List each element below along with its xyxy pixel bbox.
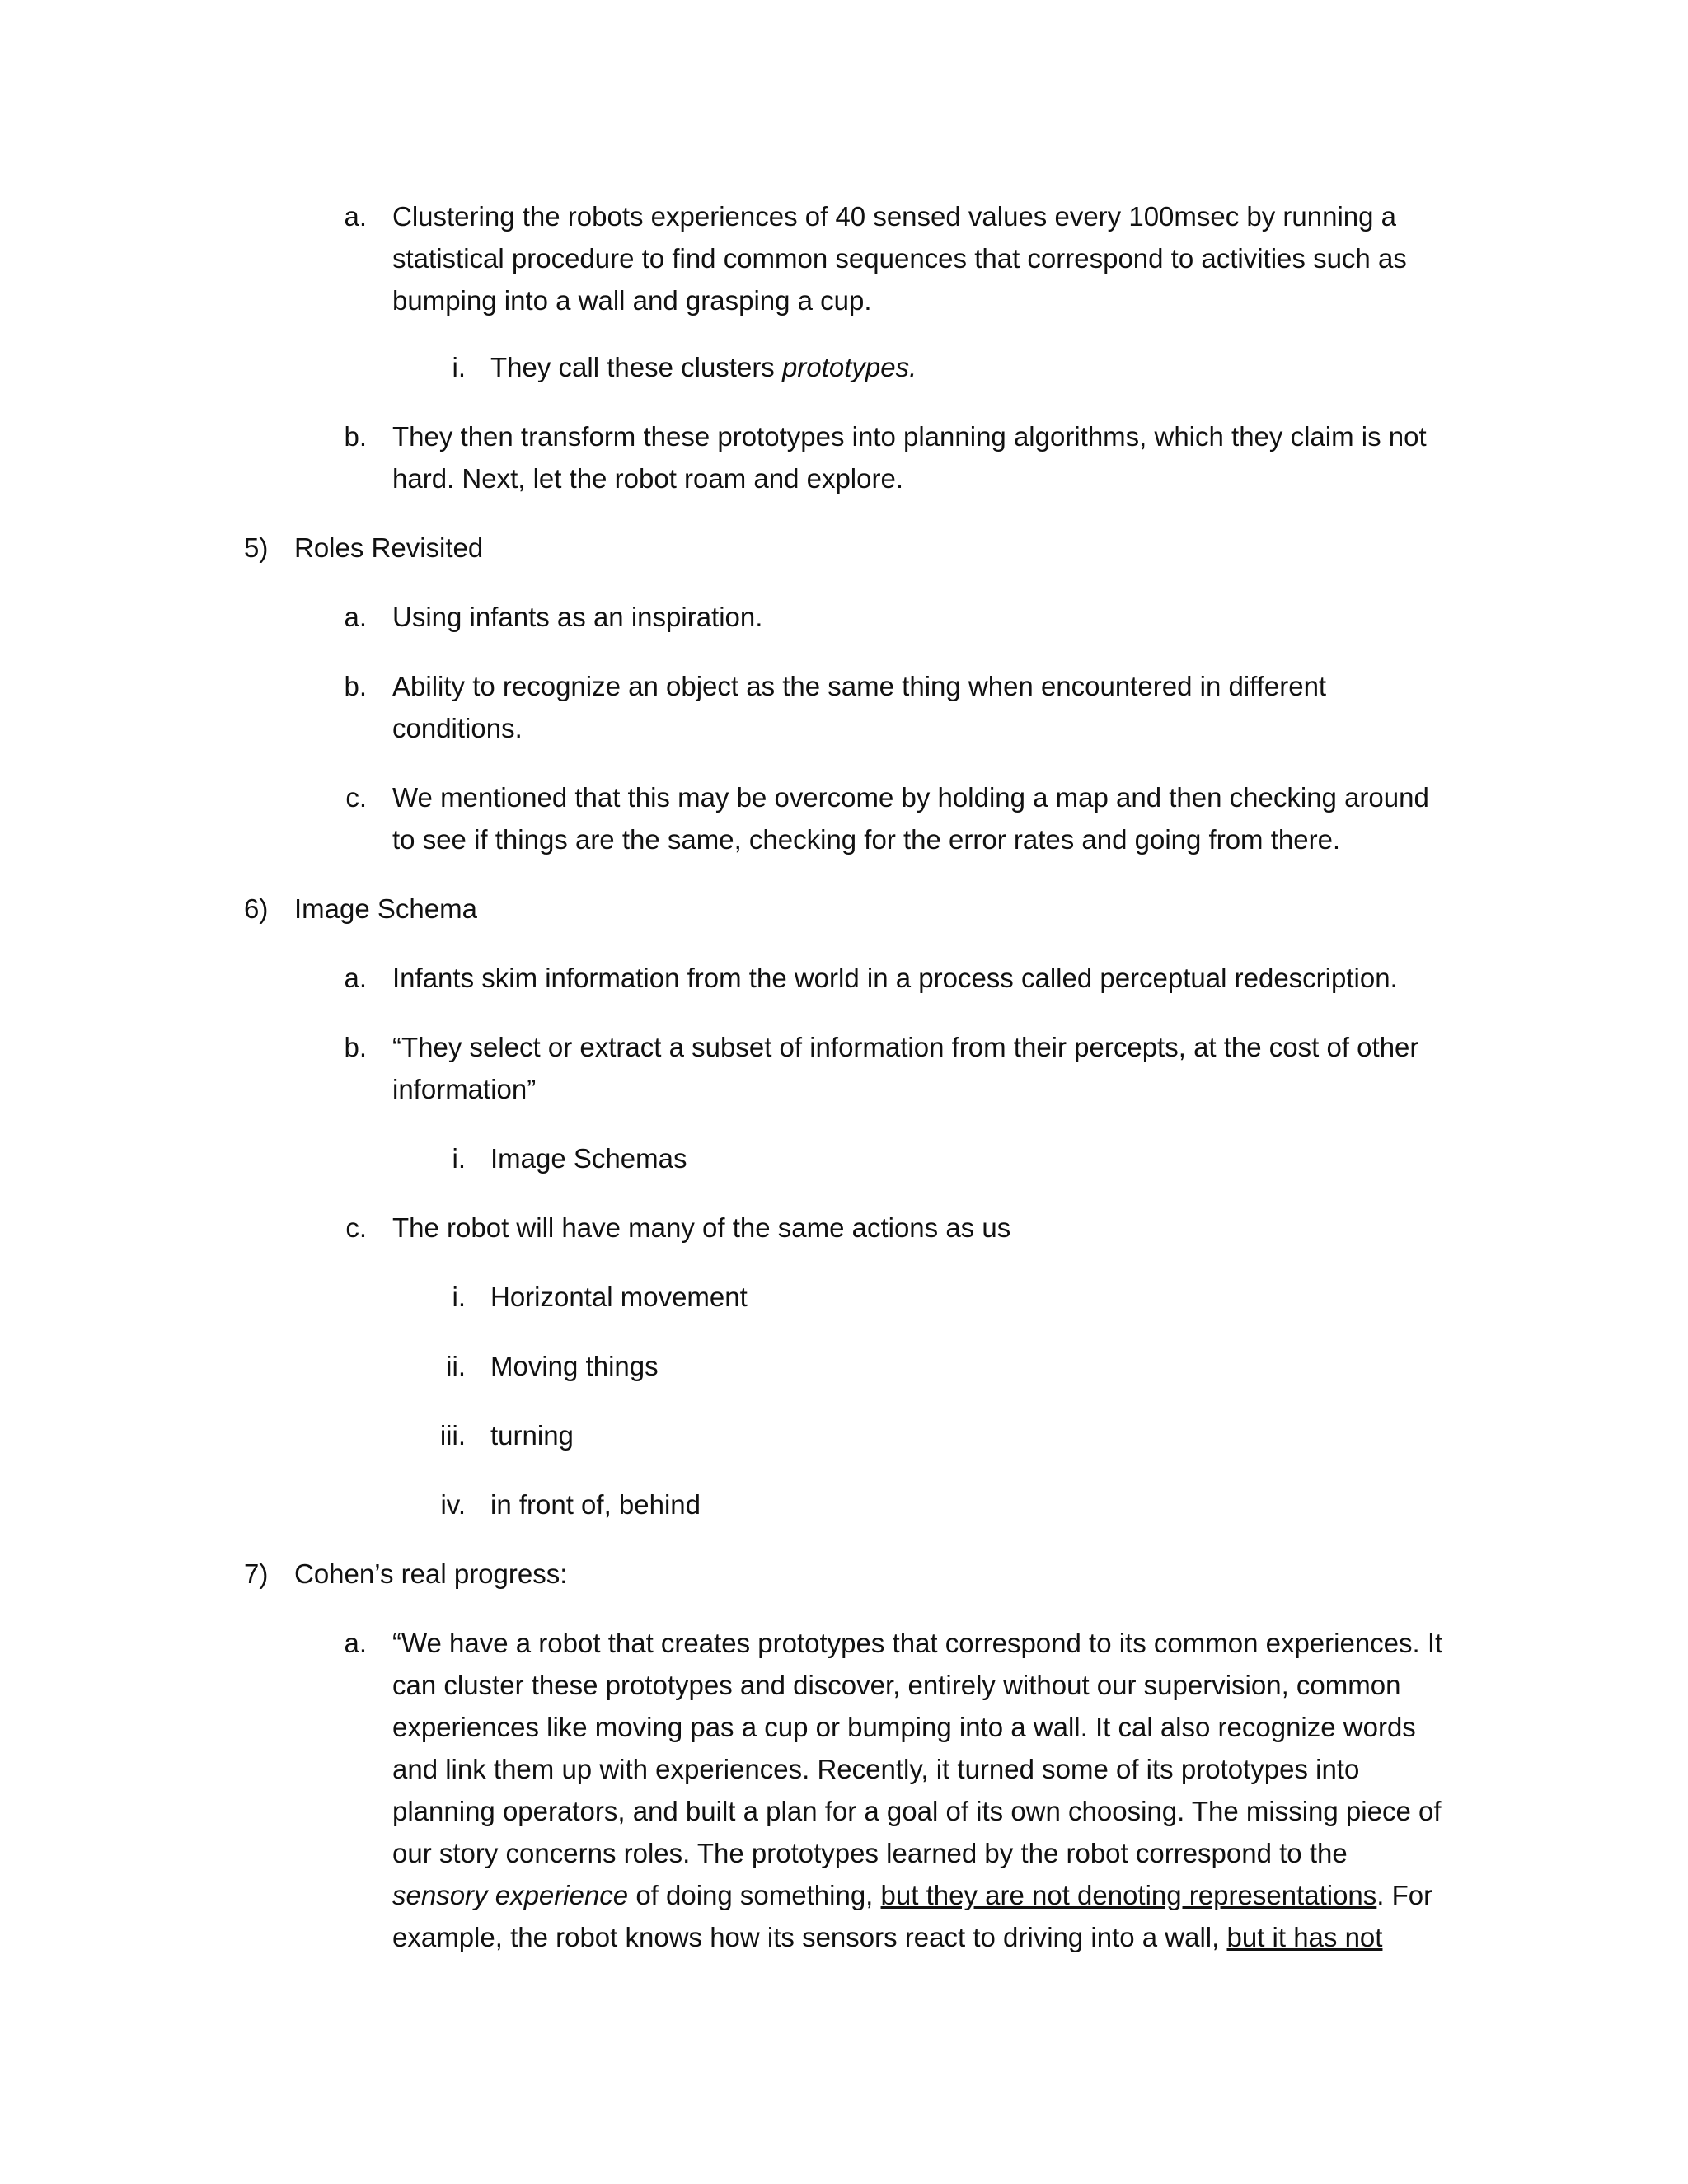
text-line: Clustering the robots experiences of 40 sensed values every 100msec by running a [392, 201, 1397, 232]
emphasis-text: sensory experience [392, 1880, 629, 1910]
text-line: can cluster these prototypes and discover, entirely without our supervision, common [392, 1670, 1401, 1700]
list-text [392, 1026, 1418, 1110]
list-text [392, 665, 1326, 749]
text-segment: . For [1376, 1880, 1433, 1910]
text-line: We mentioned that this may be overcome by holding a map and then checking around [392, 782, 1429, 813]
section-title: Image Schema [294, 893, 477, 924]
list-text [392, 195, 1407, 321]
text-segment: example, the robot knows how its sensors react to driving into a wall, [392, 1922, 1227, 1952]
list-text: The robot will have many of the same actions as us [392, 1212, 1011, 1243]
emphasis-text: prototypes. [781, 352, 917, 382]
underlined-text: but they are not denoting representations [880, 1880, 1377, 1910]
list-marker: i. [452, 352, 466, 382]
text-line: statistical procedure to find common sequences that correspond to activities such as [392, 243, 1407, 274]
text-line: “We have a robot that creates prototypes that correspond to its common experiences. It [392, 1628, 1443, 1658]
text-segment: They call these clusters [490, 352, 782, 382]
list-marker: b. [344, 671, 367, 701]
text-segment: of doing something, [628, 1880, 881, 1910]
list-marker: a. [344, 963, 367, 993]
text-line: experiences like moving pas a cup or bumping into a wall. It cal also recognize words [392, 1712, 1416, 1742]
text-line: planning operators, and built a plan for a goal of its own choosing. The missing piece of [392, 1796, 1442, 1826]
list-text: in front of, behind [490, 1489, 701, 1520]
text-line: “They select or extract a subset of information from their percepts, at the cost of other [392, 1032, 1419, 1062]
list-marker: a. [344, 201, 367, 232]
list-marker: b. [344, 1032, 367, 1062]
list-marker: b. [344, 421, 367, 452]
list-marker: 5) [244, 532, 269, 563]
list-text [490, 346, 917, 388]
list-marker: 7) [244, 1558, 269, 1589]
text-line: to see if things are the same, checking for the error rates and going from there. [392, 824, 1341, 855]
text-line: conditions. [392, 713, 523, 743]
list-marker: iii. [439, 1420, 466, 1451]
text-line: our story concerns roles. The prototypes learned by the robot correspond to the [392, 1838, 1348, 1868]
text-line: information” [392, 1074, 537, 1104]
section-title: Roles Revisited [294, 532, 484, 563]
list-text: Image Schemas [490, 1143, 687, 1174]
list-text: Infants skim information from the world in a process called perceptual redescription. [392, 963, 1398, 993]
list-text [392, 776, 1429, 860]
underlined-text: but it has not [1226, 1922, 1383, 1952]
section-title: Cohen’s real progress: [294, 1558, 568, 1589]
list-marker: a. [344, 1628, 367, 1658]
text-line [392, 1916, 1442, 1958]
text-line: hard. Next, let the robot roam and explore. [392, 463, 904, 494]
list-marker: ii. [446, 1351, 466, 1381]
text-line: They then transform these prototypes into planning algorithms, which they claim is not [392, 421, 1427, 452]
text-line: and link them up with experiences. Recently, it turned some of its prototypes into [392, 1754, 1360, 1784]
list-marker: i. [452, 1282, 466, 1312]
list-marker: c. [345, 1212, 367, 1243]
list-text: Using infants as an inspiration. [392, 602, 763, 632]
list-marker: 6) [244, 893, 269, 924]
list-text [392, 415, 1427, 499]
list-marker: c. [345, 782, 367, 813]
list-marker: iv. [440, 1489, 466, 1520]
text-line: Ability to recognize an object as the same thing when encountered in different [392, 671, 1327, 701]
list-marker: i. [452, 1143, 466, 1174]
list-text: Moving things [490, 1351, 659, 1381]
list-text: Horizontal movement [490, 1282, 748, 1312]
list-marker: a. [344, 602, 367, 632]
list-text: turning [490, 1420, 574, 1451]
text-line [392, 1874, 1442, 1916]
quote-text [392, 1622, 1442, 1958]
text-line: bumping into a wall and grasping a cup. [392, 285, 872, 316]
